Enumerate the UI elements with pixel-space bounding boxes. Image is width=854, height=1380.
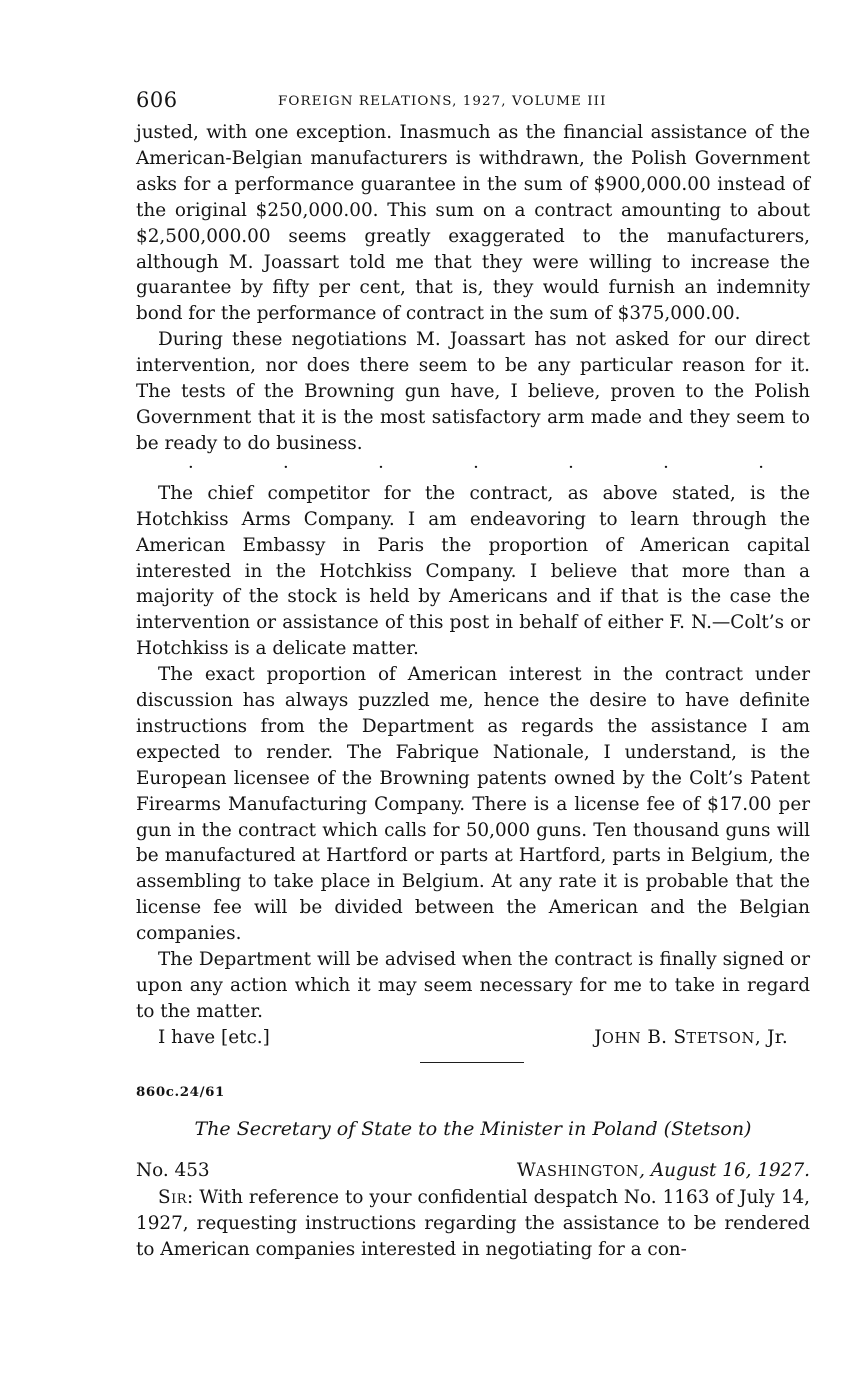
signature-last-initial: S (673, 1026, 687, 1048)
place-rest: ASHINGTON (535, 1163, 640, 1181)
despatch-number: No. 453 (136, 1160, 210, 1182)
omission-dots (136, 455, 810, 481)
omission-dot: · (568, 456, 574, 478)
signature-first-initial: J (594, 1026, 602, 1048)
file-number: 860c.24/61 (136, 1084, 225, 1101)
omission-dot: · (758, 456, 764, 478)
paragraph-negotiations: During these negotiations M. Joassart has not asked for our direct intervention, nor does there seem to be any particular reason for it. The tests of the Browning gun have, I believe, proven to the Polish Government that it is the most satisfactory arm made and they seem to be ready to do business. (136, 329, 810, 454)
signature (594, 1025, 788, 1052)
complimentary-close: I have [etc.] (158, 1026, 270, 1048)
omission-dot: · (663, 456, 669, 478)
closing-line (136, 1025, 810, 1052)
omission-dot: · (188, 456, 194, 478)
place-date (517, 1158, 810, 1185)
dateline (136, 1158, 810, 1185)
signature-middle: B. (641, 1026, 674, 1048)
omission-dot: · (473, 456, 479, 478)
section-divider (420, 1062, 524, 1064)
paragraph-department: The Department will be advised when the contract is finally signed or upon any action which it may seem necessary for me to take in regard to the matter. (136, 949, 810, 1022)
page-number: 606 (136, 88, 178, 112)
salutation: Sir (158, 1187, 188, 1209)
document-page (136, 86, 810, 1263)
running-title: FOREIGN RELATIONS, 1927, VOLUME III (278, 94, 607, 109)
running-head (136, 86, 810, 120)
signature-last-rest: TETSON (686, 1029, 755, 1047)
date: , August 16, 1927. (639, 1160, 810, 1182)
paragraph-competitor: The chief competitor for the contract, as above stated, is the Hotchkiss Arms Company. I am endeavoring to learn through the American Embassy in Paris the proportion of American capital interested in the Hotchkiss Company. I believe that more than a majority of the stock is held by Americans and if that is the case the intervention or assistance of this post in behalf of either F. N.—Colt’s or Hotchkiss is a delicate matter. (136, 482, 810, 660)
letter-body (136, 1185, 810, 1263)
place-initial: W (516, 1160, 536, 1182)
omission-dot: · (283, 456, 289, 478)
signature-first-rest: OHN (601, 1029, 642, 1047)
signature-suffix: , Jr. (754, 1026, 788, 1048)
letter-body-text: : With reference to your confidential despatch No. 1163 of July 14, 1927, requesting instructions regarding the assistance to be rendered to American companies interested in negotiating for a con- (136, 1187, 810, 1261)
paragraph-american-interest: The exact proportion of American interest in the contract under discussion has always puzzled me, hence the desire to have definite instructions from the Department as regards the assistance I am expected to render. The Fabrique Nationale, I understand, is the European licensee of the Browning patents owned by the Colt’s Patent Firearms Manufacturing Company. There is a license fee of $17.00 per gun in the contract which calls for 50,000 guns. Ten thousand guns will be manufactured at Hartford or parts at Hartford, parts in Belgium, the assembling to take place in Belgium. At any rate it is probable that the license fee will be divided between the American and the Belgian companies. (136, 664, 810, 945)
paragraph-continued: justed, with one exception. Inasmuch as the financial assistance of the American-Belgian manufacturers is withdrawn, the Polish Government asks for a performance guarantee in the sum of $900,000.00 instead of the original $250,000.00. This sum on a contract amounting to about $2,500,000.00 seems greatly exaggerated to the manufacturers, although M. Joassart told me that they were willing to increase the guarantee by fifty per cent, that is, they would furnish an indemnity bond for the performance of contract in the sum of $375,000.00. (136, 122, 810, 325)
document-heading: The Secretary of State to the Minister in Poland (Stetson) (194, 1118, 752, 1141)
omission-dot: · (378, 456, 384, 478)
